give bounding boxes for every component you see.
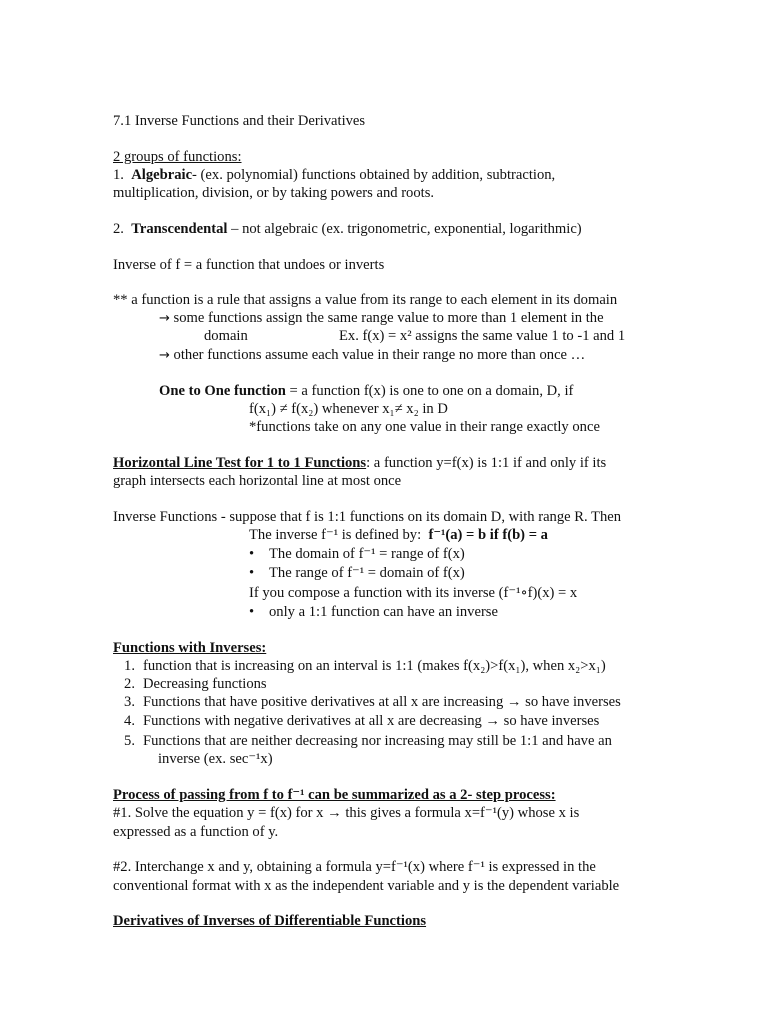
- right-arrow-icon: →: [159, 348, 170, 363]
- list-item: 2. Decreasing functions: [124, 676, 267, 692]
- with-inverses-heading: Functions with Inverses:: [113, 640, 267, 656]
- step-1-line-1: #1. Solve the equation y = f(x) for x → this gives a formula x=f⁻¹(y) whose x is: [113, 805, 580, 821]
- arrow-some-domain: domain: [204, 328, 248, 344]
- algebraic-desc: - (ex. polynomial) functions obtained by addition, subtraction,: [192, 167, 556, 183]
- one-to-one-note: *functions take on any one value in their range exactly once: [249, 419, 600, 435]
- bullet-domain: • The domain of f⁻¹ = range of f(x): [249, 546, 465, 562]
- one-to-one-term: One to One function: [159, 383, 286, 399]
- list-item-5-continuation: inverse (ex. sec⁻¹x): [158, 751, 273, 767]
- algebraic-num: 1.: [113, 167, 124, 183]
- function-rule: ** a function is a rule that assigns a value from its range to each element in its domain: [113, 292, 618, 308]
- inverse-defined-by: The inverse f⁻¹ is defined by: f⁻¹(a) = b if f(b) = a: [249, 527, 548, 543]
- one-to-one-condition: f(x₁) ≠ f(x₂) whenever x₁≠ x₂ in D: [249, 401, 448, 417]
- transcendental-term: Transcendental: [131, 221, 228, 237]
- arrow-some-example: Ex. f(x) = x² assigns the same value 1 to -1 and 1: [339, 328, 626, 344]
- algebraic-line-1: [113, 166, 555, 184]
- algebraic-term: Algebraic: [131, 167, 193, 183]
- right-arrow-icon: →: [159, 311, 170, 326]
- arrow-other-line: → other functions assume each value in their range no more than once …: [159, 347, 586, 363]
- section-title: 7.1 Inverse Functions and their Derivatives: [113, 113, 366, 129]
- list-item: 3. Functions that have positive derivatives at all x are increasing → so have inverses: [124, 694, 621, 710]
- step-2-line-1: #2. Interchange x and y, obtaining a formula y=f⁻¹(x) where f⁻¹ is expressed in the: [113, 859, 596, 875]
- bullet-one-to-one: • only a 1:1 function can have an inverse: [249, 604, 498, 620]
- bullet-range: • The range of f⁻¹ = domain of f(x): [249, 565, 465, 581]
- step-1-line-2: expressed as a function of y.: [113, 824, 279, 840]
- compose-line: If you compose a function with its inverse (f⁻¹∘f)(x) = x: [249, 585, 578, 601]
- transcendental-desc: – not algebraic (ex. trigonometric, exponential, logarithmic): [227, 221, 582, 237]
- bullet-icon: •: [249, 546, 255, 562]
- transcendental-line: [113, 220, 582, 238]
- algebraic-line-2: multiplication, division, or by taking powers and roots.: [113, 185, 435, 201]
- arrow-some-line-1: → some functions assign the same range value to more than 1 element in the: [159, 310, 604, 326]
- hlt-line-1: Horizontal Line Test for 1 to 1 Functions: a function y=f(x) is 1:1 if and only if its: [113, 455, 607, 471]
- transcendental-num: 2.: [113, 221, 124, 237]
- groups-heading: 2 groups of functions:: [113, 149, 242, 165]
- hlt-term: Horizontal Line Test for 1 to 1 Functions: [113, 455, 367, 471]
- list-item: 4. Functions with negative derivatives at all x are decreasing → so have inverses: [124, 713, 600, 729]
- bullet-icon: •: [249, 565, 255, 581]
- step-2-line-2: conventional format with x as the independent variable and y is the dependent variable: [113, 878, 620, 894]
- derivatives-heading: Derivatives of Inverses of Differentiable Functions: [113, 913, 427, 929]
- list-item: 5. Functions that are neither decreasing nor increasing may still be 1:1 and have an: [124, 733, 612, 749]
- hlt-line-2: graph intersects each horizontal line at most once: [113, 473, 402, 489]
- list-item: 1. function that is increasing on an interval is 1:1 (makes f(x₂)>f(x₁), when x₂>x₁): [124, 658, 606, 674]
- process-heading: Process of passing from f to f⁻¹ can be summarized as a 2- step process:: [113, 787, 556, 803]
- one-to-one-definition: One to One function = a function f(x) is one to one on a domain, D, if: [159, 383, 574, 399]
- inverse-functions-intro: Inverse Functions - suppose that f is 1:1 functions on its domain D, with range R. Then: [113, 509, 622, 525]
- bullet-icon: •: [249, 604, 255, 620]
- inverse-formula: f⁻¹(a) = b if f(b) = a: [428, 527, 548, 543]
- inverse-definition: Inverse of f = a function that undoes or inverts: [113, 257, 385, 273]
